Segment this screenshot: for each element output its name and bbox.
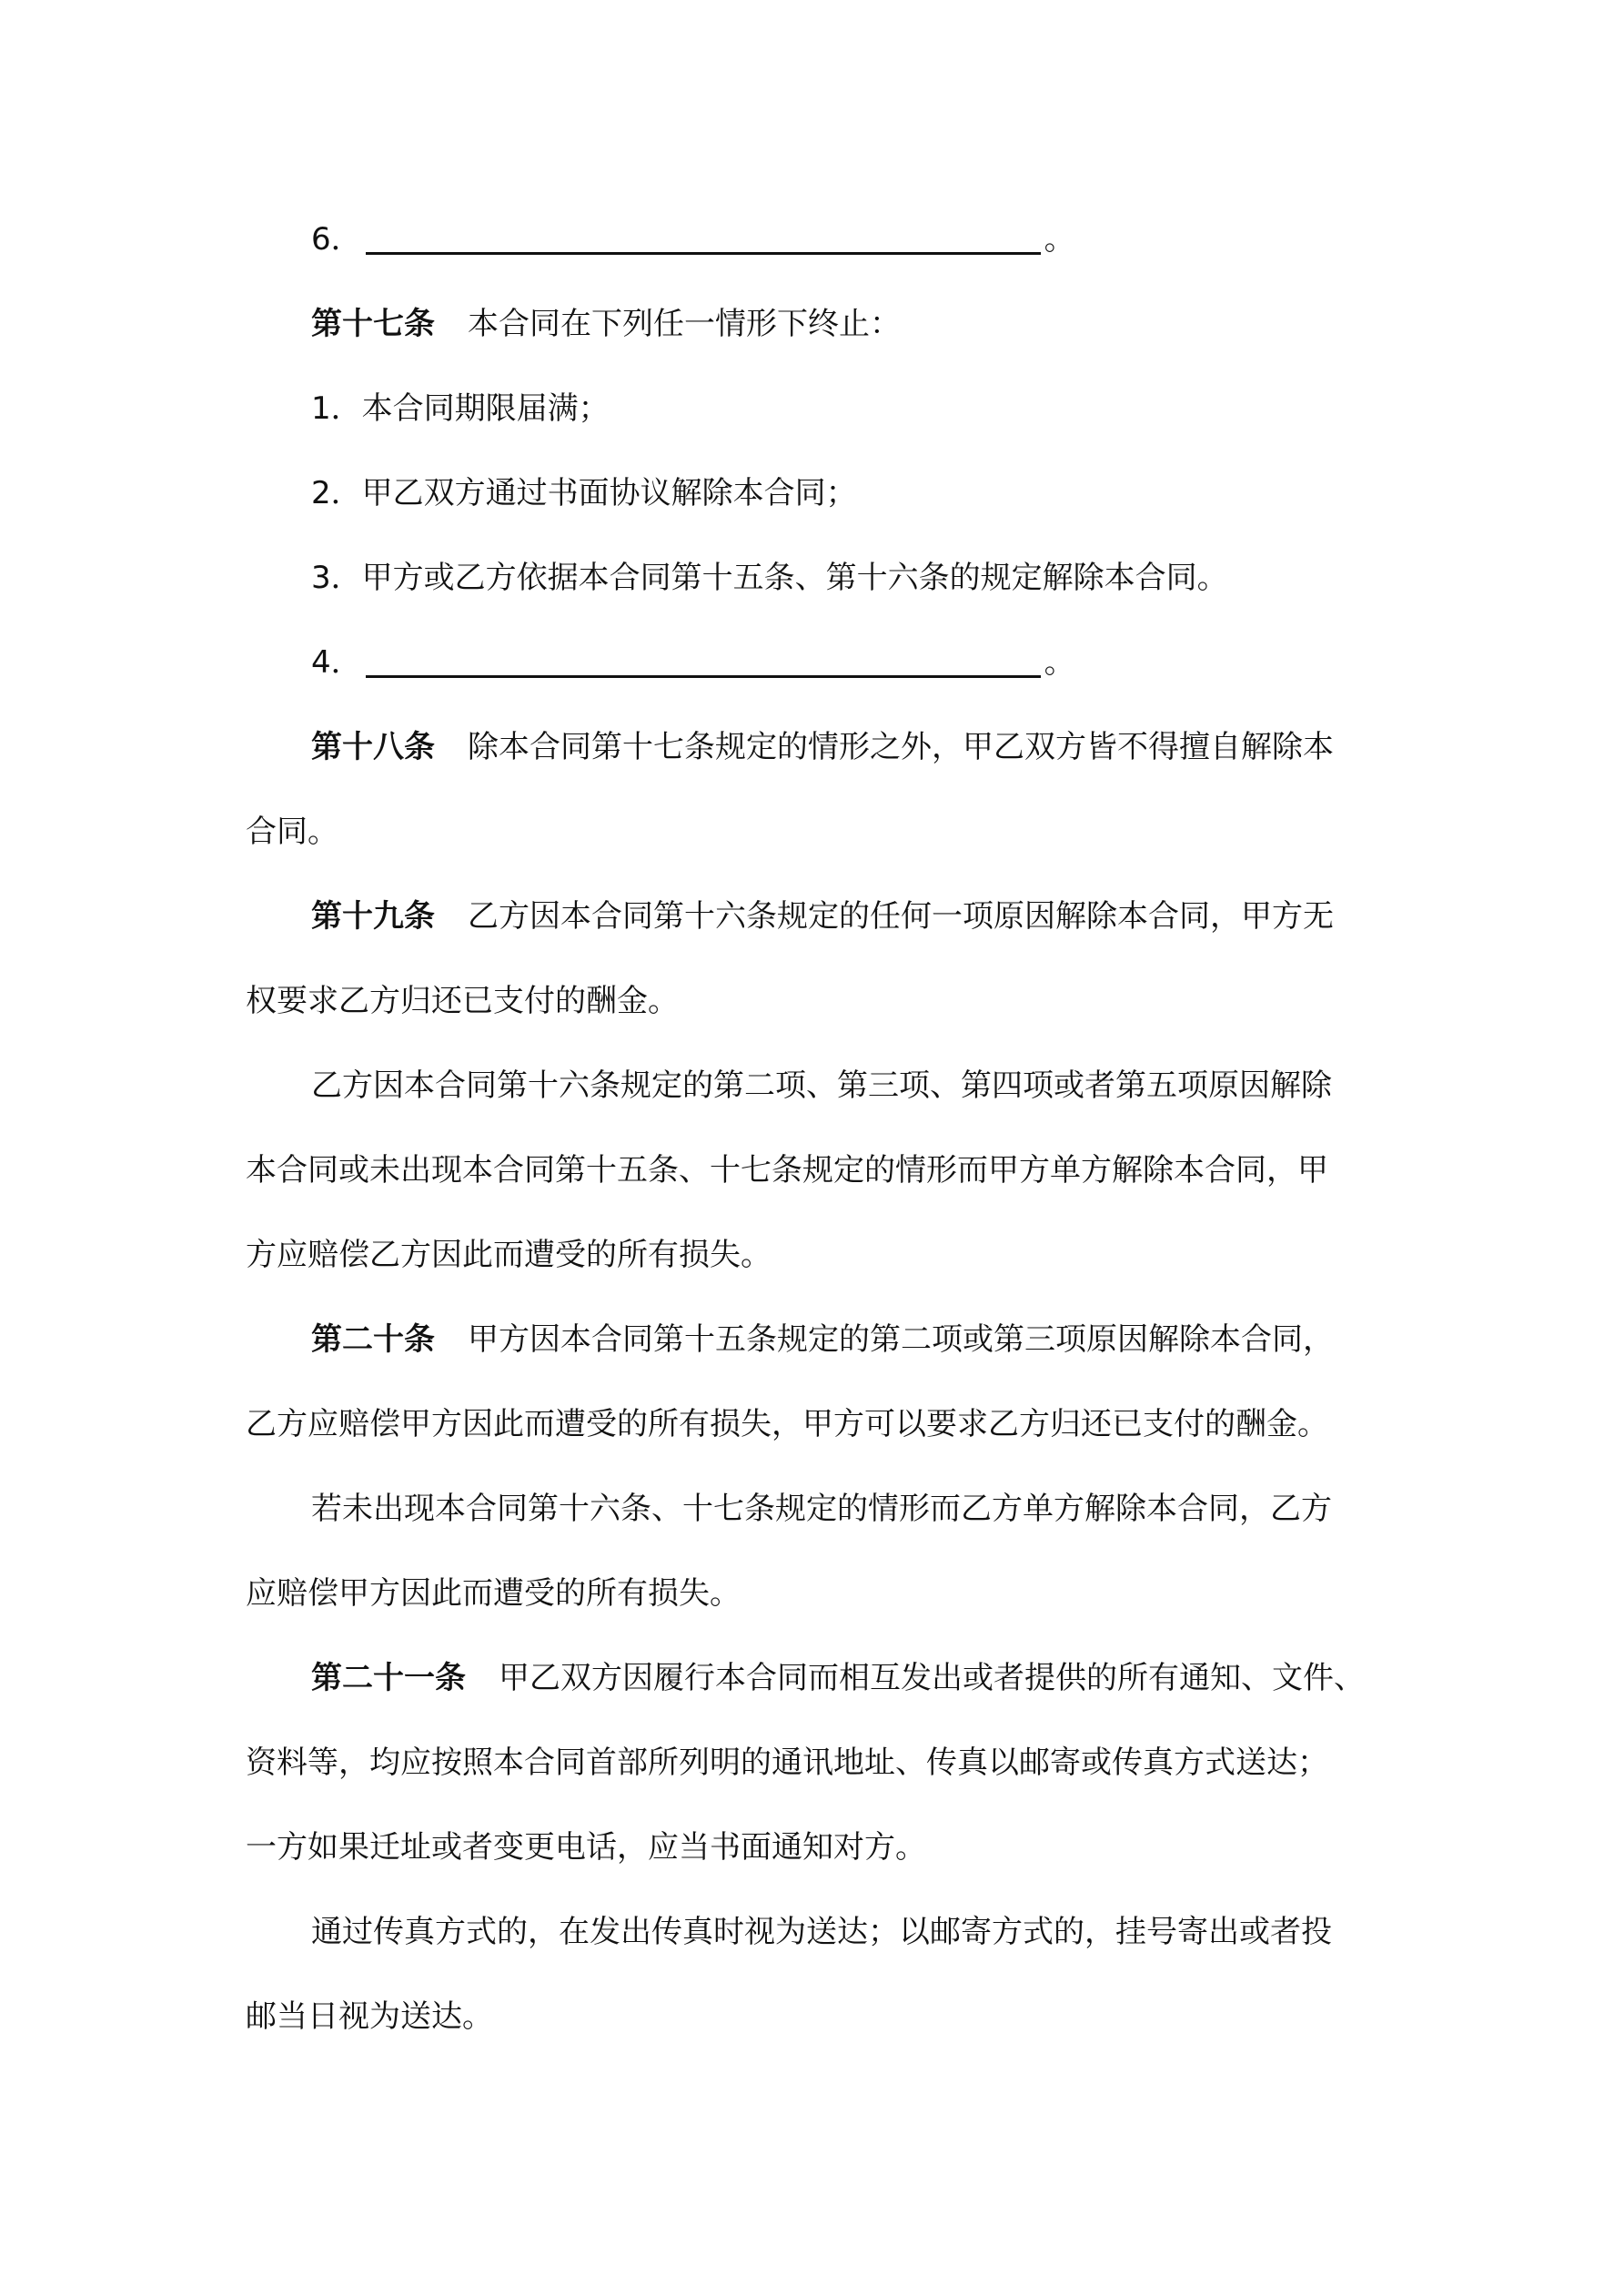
list-item: 1．本合同期限届满； [311, 390, 610, 427]
article-18-heading [246, 720, 1392, 804]
article-number: 第二十一条 [311, 1660, 466, 1696]
article-text: 甲方因本合同第十五条规定的第二项或第三项原因解除本合同， [468, 1321, 1334, 1358]
paragraph-line: 乙方因本合同第十六条规定的第二项、第三项、第四项或者第五项原因解除 [311, 1067, 1332, 1104]
article-19-heading [246, 889, 1392, 974]
paragraph-line: 应赔偿甲方因此而遭受的所有损失。 [246, 1575, 741, 1612]
fill-in-blank [366, 637, 1041, 678]
paragraph-line: 方应赔偿乙方因此而遭受的所有损失。 [246, 1237, 772, 1273]
article-text: 本合同在下列任一情形下终止： [468, 306, 901, 342]
article-text: 甲乙双方因履行本合同而相互发出或者提供的所有通知、文件、 [499, 1660, 1365, 1696]
clause-item-4 [246, 635, 1392, 720]
clause-item-6 [246, 212, 1392, 297]
list-item: 3．甲方或乙方依据本合同第十五条、第十六条的规定解除本合同。 [311, 560, 1228, 596]
paragraph-line: 本合同或未出现本合同第十五条、十七条规定的情形而甲方单方解除本合同，甲 [246, 1152, 1328, 1188]
paragraph-line: 邮当日视为送达。 [246, 1998, 493, 2035]
article-21-heading [246, 1651, 1392, 1735]
article-20-heading [246, 1312, 1392, 1397]
paragraph-line: 资料等，均应按照本合同首部所列明的通讯地址、传真以邮寄或传真方式送达； [246, 1745, 1328, 1781]
paragraph-line: 若未出现本合同第十六条、十七条规定的情形而乙方单方解除本合同，乙方 [311, 1491, 1332, 1527]
paragraph-line: 权要求乙方归还已支付的酬金。 [246, 983, 679, 1019]
paragraph-line: 通过传真方式的，在发出传真时视为送达；以邮寄方式的，挂号寄出或者投 [311, 1914, 1332, 1950]
article-17-heading [246, 297, 1392, 381]
list-item: 2．甲乙双方通过书面协议解除本合同； [311, 475, 857, 511]
contract-body [246, 212, 1392, 2074]
paragraph-line: 合同。 [246, 814, 338, 850]
item-end: 。 [1044, 644, 1075, 681]
item-label: 6． [311, 221, 362, 258]
article-number: 第十八条 [311, 729, 435, 765]
article-number: 第十七条 [311, 306, 435, 342]
article-number: 第二十条 [311, 1321, 435, 1358]
article-number: 第十九条 [311, 898, 435, 935]
article-text: 除本合同第十七条规定的情形之外，甲乙双方皆不得擅自解除本 [468, 729, 1334, 765]
item-label: 4． [311, 644, 362, 681]
paragraph-line: 乙方应赔偿甲方因此而遭受的所有损失，甲方可以要求乙方归还已支付的酬金。 [246, 1406, 1328, 1442]
fill-in-blank [366, 214, 1041, 255]
article-text: 乙方因本合同第十六条规定的任何一项原因解除本合同，甲方无 [468, 898, 1334, 935]
paragraph-line: 一方如果迁址或者变更电话，应当书面通知对方。 [246, 1829, 926, 1866]
item-end: 。 [1044, 221, 1075, 258]
